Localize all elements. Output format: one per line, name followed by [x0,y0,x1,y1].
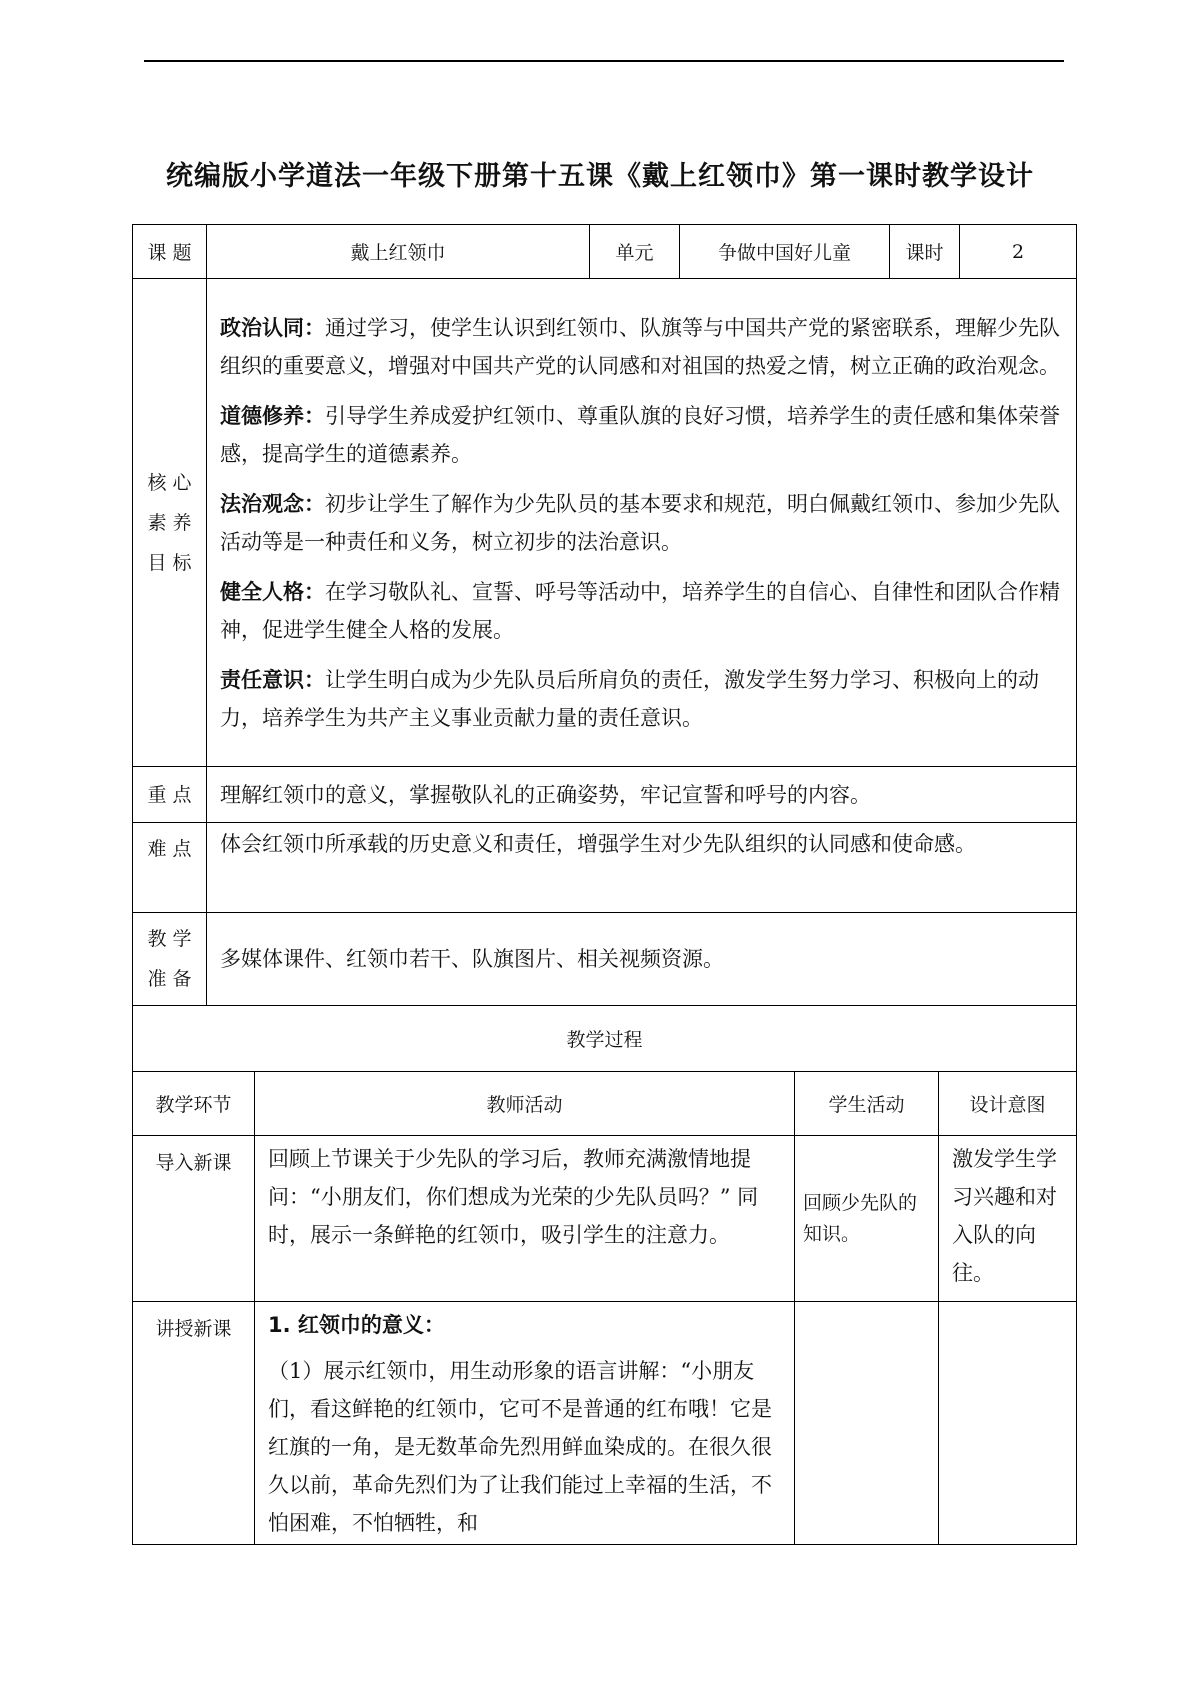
lesson-info-table [132,224,1077,1006]
goal-personality [220,573,1064,649]
intro-row [133,1136,1077,1302]
process-header-row [133,1072,1077,1136]
topic-value: 戴上红领巾 [207,225,590,279]
preparation-row [133,913,1077,1006]
lecture-purpose [939,1302,1077,1545]
goal-heading: 责任意识： [220,667,325,692]
intro-student: 回顾少先队的知识。 [795,1136,939,1302]
intro-purpose: 激发学生学习兴趣和对入队的向往。 [939,1136,1077,1302]
goal-text: 初步让学生了解作为少先队员的基本要求和规范，明白佩戴红领巾、参加少先队活动等是一种责任和义务，树立初步的法治意识。 [220,491,1060,554]
process-title-row [133,1006,1077,1072]
topic-label: 课 题 [133,225,207,279]
goal-heading: 健全人格： [220,579,325,604]
goal-heading: 法治观念： [220,491,325,516]
key-point-text: 理解红领巾的意义，掌握敬队礼的正确姿势，牢记宣誓和呼号的内容。 [207,767,1077,823]
goal-moral [220,397,1064,473]
goals-label-line: 素 养 [147,511,192,534]
goal-heading: 政治认同： [220,315,325,340]
teaching-process-table [132,1005,1077,1545]
lecture-text: （1）展示红领巾，用生动形象的语言讲解：“小朋友们，看这鲜艳的红领巾，它可不是普通的红布哦！它是红旗的一角，是无数革命先烈用鲜血染成的。在很久很久以前，革命先烈们为了让我们能过上幸福的生活，不怕困难，不怕牺牲，和 [268,1359,772,1535]
goal-text: 通过学习，使学生认识到红领巾、队旗等与中国共产党的紧密联系，理解少先队组织的重要意义，增强对中国共产党的认同感和对祖国的热爱之情，树立正确的政治观念。 [220,315,1060,378]
header-stage: 教学环节 [133,1072,255,1136]
lecture-teacher [255,1302,795,1545]
goal-responsibility [220,661,1064,737]
intro-stage: 导入新课 [133,1136,255,1302]
goal-text: 让学生明白成为少先队员后所肩负的责任，激发学生努力学习、积极向上的动力，培养学生为共产主义事业贡献力量的责任意识。 [220,667,1039,730]
period-label: 课时 [890,225,960,279]
unit-value: 争做中国好儿童 [680,225,890,279]
lecture-student [795,1302,939,1545]
preparation-label-line: 教 学 [147,928,192,950]
header-rule [144,60,1064,62]
header-student: 学生活动 [795,1072,939,1136]
goals-content [207,279,1077,767]
header-purpose: 设计意图 [939,1072,1077,1136]
difficulty-row [133,823,1077,913]
key-point-label: 重 点 [133,767,207,823]
lecture-heading: 1. 红领巾的意义： [268,1313,445,1337]
goal-political [220,309,1064,385]
preparation-label [133,913,207,1006]
goals-row [133,279,1077,767]
goals-label-line: 目 标 [147,551,192,574]
goals-label [133,279,207,767]
preparation-text: 多媒体课件、红领巾若干、队旗图片、相关视频资源。 [207,913,1077,1006]
header-teacher: 教师活动 [255,1072,795,1136]
intro-teacher: 回顾上节课关于少先队的学习后，教师充满激情地提问：“小朋友们，你们想成为光荣的少先队员吗？” 同时，展示一条鲜艳的红领巾，吸引学生的注意力。 [255,1136,795,1302]
info-row [133,225,1077,279]
preparation-label-line: 准 备 [147,968,192,990]
unit-label: 单元 [590,225,680,279]
key-point-row [133,767,1077,823]
goal-heading: 道德修养： [220,403,325,428]
goals-label-line: 核 心 [147,471,192,494]
goal-text: 引导学生养成爱护红领巾、尊重队旗的良好习惯，培养学生的责任感和集体荣誉感，提高学生的道德素养。 [220,403,1060,466]
difficulty-label: 难 点 [133,823,207,913]
difficulty-text: 体会红领巾所承载的历史意义和责任，增强学生对少先队组织的认同感和使命感。 [207,823,1077,913]
process-title: 教学过程 [133,1006,1077,1072]
goal-text: 在学习敬队礼、宣誓、呼号等活动中，培养学生的自信心、自律性和团队合作精神，促进学生健全人格的发展。 [220,579,1060,642]
period-value: 2 [960,225,1077,279]
goal-law [220,485,1064,561]
document-title: 统编版小学道法一年级下册第十五课《戴上红领巾》第一课时教学设计 [166,161,1034,192]
lecture-row [133,1302,1077,1545]
lecture-stage: 讲授新课 [133,1302,255,1545]
